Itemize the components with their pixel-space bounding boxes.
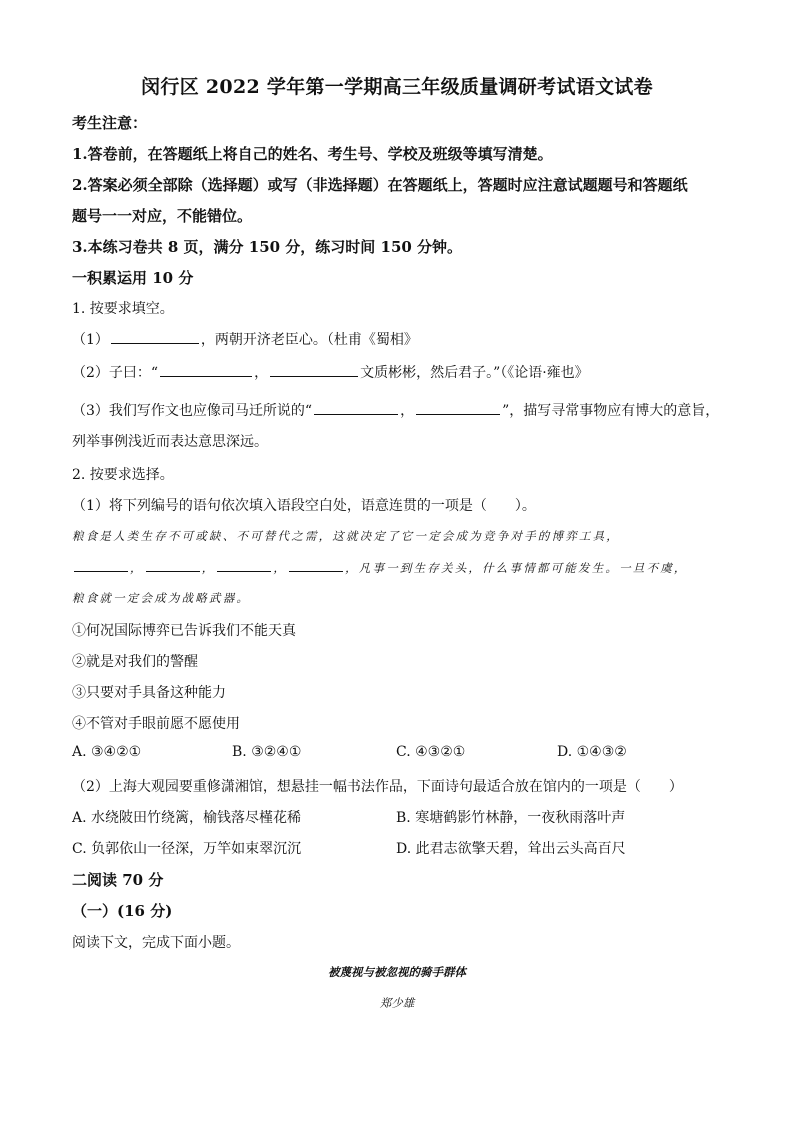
q1-part2-suffix: 文质彬彬，然后君子。”（《论语·雍也》 bbox=[360, 365, 589, 381]
choice-a[interactable]: A. 水绕陂田竹绕篱，榆钱落尽槿花稀 bbox=[72, 810, 302, 826]
passage-sep: ， bbox=[130, 561, 144, 575]
q2-label: 2. 按要求选择。 bbox=[72, 467, 174, 483]
fill-blank bbox=[289, 559, 343, 572]
list-item: ②就是对我们的警醒 bbox=[72, 654, 198, 670]
q1-part2 bbox=[72, 362, 589, 382]
q1-part3-mid: ， bbox=[400, 403, 415, 419]
fill-blank bbox=[146, 559, 200, 572]
q1-part1 bbox=[72, 329, 418, 349]
passage-line-2-suffix: ，凡事一到生存关头，什么事情都可能发生。一旦不虞， bbox=[345, 561, 688, 575]
list-item: ①何况国际博弈已告诉我们不能天真 bbox=[72, 623, 296, 639]
fill-blank bbox=[74, 559, 128, 572]
passage-line-3: 粮食就一定会成为战略武器。 bbox=[72, 591, 251, 605]
fill-blank[interactable] bbox=[160, 364, 252, 377]
passage-sep: ， bbox=[201, 561, 216, 575]
choice-c[interactable]: C. 负郭依山一径深，万竿如束翠沉沉 bbox=[72, 841, 302, 857]
choice-b[interactable]: B. 寒塘鹤影竹林静，一夜秋雨落叶声 bbox=[396, 810, 626, 826]
q1-part3 bbox=[72, 400, 719, 420]
notice-heading: 考生注意： bbox=[72, 114, 148, 132]
section2-heading: 二阅读 70 分 bbox=[72, 871, 164, 889]
fill-blank[interactable] bbox=[270, 364, 358, 377]
fill-blank[interactable] bbox=[314, 402, 398, 415]
choice-d[interactable]: D. ①④③② bbox=[557, 744, 627, 760]
passage-line-1: 粮食是人类生存不可或缺、不可替代之需，这就决定了它一定会成为竞争对手的博弈工具， bbox=[72, 529, 620, 543]
section1-heading: 一积累运用 10 分 bbox=[72, 269, 194, 287]
q2-sub1: （1）将下列编号的语句依次填入语段空白处，语意连贯的一项是（ ）。 bbox=[72, 498, 536, 514]
choice-d[interactable]: D. 此君志欲擎天碧，耸出云头高百尺 bbox=[396, 841, 626, 857]
passage-sep: ， bbox=[273, 561, 288, 575]
notice-item-2-cont: 题号一一对应，不能错位。 bbox=[72, 207, 253, 225]
q1-label: 1. 按要求填空。 bbox=[72, 301, 174, 317]
q1-part1-prefix: （1） bbox=[72, 332, 109, 348]
notice-item-3: 3.本练习卷共 8 页，满分 150 分，练习时间 150 分钟。 bbox=[72, 238, 463, 256]
fill-blank[interactable] bbox=[111, 331, 199, 344]
article-author: 郑少雄 bbox=[379, 996, 415, 1010]
fill-blank[interactable] bbox=[416, 402, 500, 415]
reading-instruction: 阅读下文，完成下面小题。 bbox=[72, 935, 240, 951]
choice-c[interactable]: C. ④③②① bbox=[396, 744, 466, 760]
q1-part3-suffix: ”，描写寻常事物应有博大的意旨， bbox=[502, 403, 720, 419]
list-item: ③只要对手具备这种能力 bbox=[72, 685, 226, 701]
choice-b[interactable]: B. ③②④① bbox=[232, 744, 302, 760]
q1-part2-mid: ， bbox=[254, 365, 269, 381]
notice-item-2: 2.答案必须全部除（选择题）或写（非选择题）在答题纸上，答题时应注意试题题号和答题纸 bbox=[72, 176, 688, 194]
list-item: ④不管对手眼前愿不愿使用 bbox=[72, 716, 240, 732]
q1-part3-prefix: （3）我们写作文也应像司马迁所说的“ bbox=[72, 403, 313, 419]
notice-item-1: 1.答卷前，在答题纸上将自己的姓名、考生号、学校及班级等填写清楚。 bbox=[72, 145, 553, 163]
q2-sub2: （2）上海大观园要重修潇湘馆，想悬挂一幅书法作品，下面诗句最适合放在馆内的一项是（ ） bbox=[72, 779, 683, 795]
choice-a[interactable]: A. ③④②① bbox=[72, 744, 142, 760]
part1-heading: （一）(16 分) bbox=[72, 902, 173, 920]
q1-part3-line2: 列举事例浅近而表达意思深远。 bbox=[72, 434, 268, 450]
exam-title: 闵行区 2022 学年第一学期高三年级质量调研考试语文试卷 bbox=[141, 76, 653, 98]
q1-part2-prefix: （2）子曰：“ bbox=[72, 365, 159, 381]
fill-blank bbox=[217, 559, 271, 572]
q1-part1-suffix: ，两朝开济老臣心。（杜甫《蜀相》 bbox=[200, 332, 418, 348]
article-title: 被蔑视与被忽视的骑手群体 bbox=[328, 965, 466, 979]
passage-line-2 bbox=[72, 559, 688, 576]
